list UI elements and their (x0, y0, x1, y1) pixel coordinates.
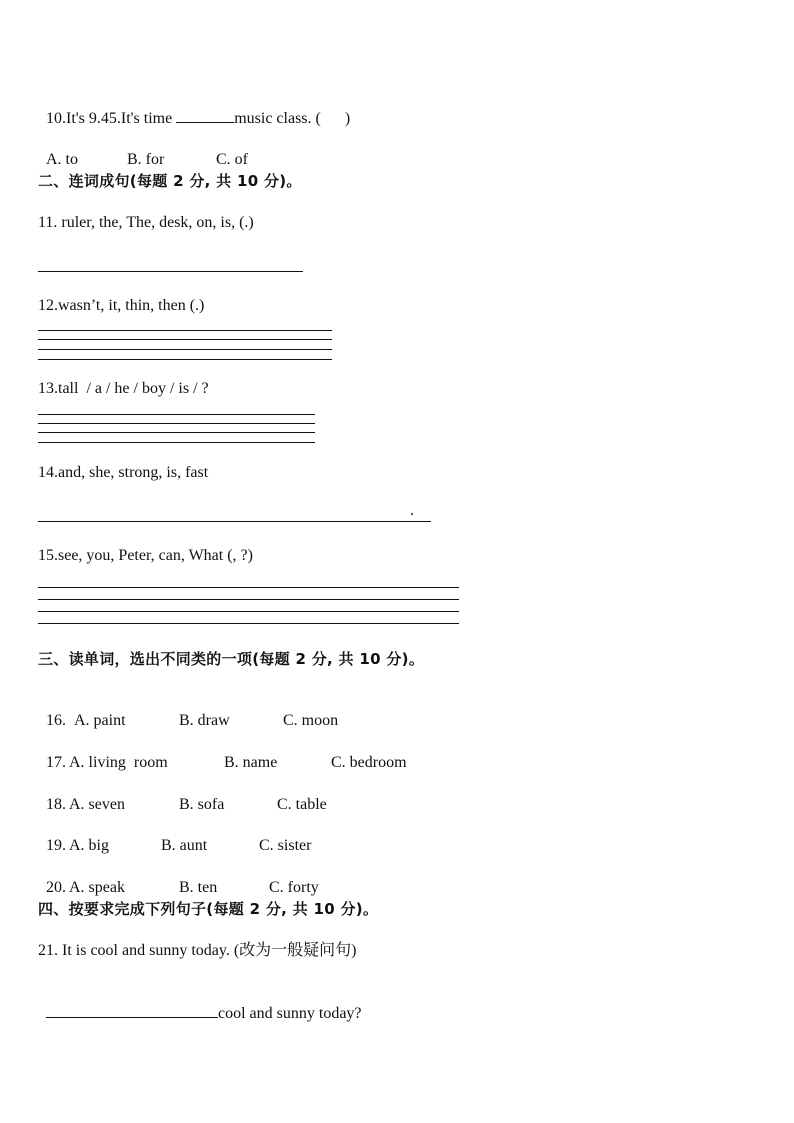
option-c[interactable]: C. moon (283, 712, 339, 729)
question-13: 13.tall / a / he / boy / is / ? (38, 380, 209, 397)
question-16 (38, 691, 338, 731)
writing-guide-line (38, 423, 315, 424)
writing-guide-line (38, 599, 459, 600)
writing-guide-line (38, 349, 332, 350)
question-10-text-after: music class. ( ) (234, 110, 351, 127)
writing-guide-line (38, 359, 332, 360)
option-a[interactable]: A. big (69, 837, 109, 854)
question-21: 21. It is cool and sunny today. (改为一般疑问句) (38, 942, 357, 959)
answer-line[interactable] (38, 414, 315, 415)
section-4-title: 四、按要求完成下列句子(每题 2 分, 共 10 分)。 (38, 900, 379, 918)
question-number: 17. (46, 754, 66, 771)
question-21-answer (38, 983, 362, 1024)
option-c[interactable]: C. sister (259, 837, 312, 854)
sentence-end-period: . (410, 502, 414, 519)
option-c[interactable]: C. forty (269, 879, 319, 896)
question-19 (38, 816, 311, 856)
option-b[interactable]: B. ten (179, 879, 218, 896)
question-10-options (38, 130, 248, 170)
question-number: 16. (46, 712, 66, 729)
answer-blank[interactable] (46, 1003, 218, 1018)
option-a[interactable]: A. speak (69, 879, 125, 896)
option-a[interactable]: A. to (46, 151, 78, 168)
question-17 (38, 733, 407, 773)
writing-guide-line (38, 432, 315, 433)
answer-line[interactable] (38, 587, 459, 588)
question-15: 15.see, you, Peter, can, What (, ?) (38, 547, 253, 564)
option-b[interactable]: B. draw (179, 712, 230, 729)
answer-line[interactable] (38, 330, 332, 331)
writing-guide-line (38, 442, 315, 443)
option-c[interactable]: C. bedroom (331, 754, 407, 771)
option-a[interactable]: A. living room (69, 754, 168, 771)
question-number: 18. (46, 796, 66, 813)
answer-line[interactable] (38, 521, 431, 522)
option-c[interactable]: C. table (277, 796, 327, 813)
question-number: 20. (46, 879, 66, 896)
option-b[interactable]: B. aunt (161, 837, 208, 854)
option-c[interactable]: C. of (216, 151, 248, 168)
option-a[interactable]: A. seven (69, 796, 125, 813)
option-b[interactable]: B. sofa (179, 796, 225, 813)
writing-guide-line (38, 611, 459, 612)
section-2-title: 二、连词成句(每题 2 分, 共 10 分)。 (38, 172, 302, 190)
question-14: 14.and, she, strong, is, fast (38, 464, 209, 481)
question-10 (38, 88, 350, 129)
question-21-answer-text: cool and sunny today? (218, 1005, 362, 1022)
option-a[interactable]: A. paint (74, 712, 126, 729)
writing-guide-line (38, 623, 459, 624)
option-b[interactable]: B. name (224, 754, 278, 771)
option-b[interactable]: B. for (127, 151, 165, 168)
writing-guide-line (38, 339, 332, 340)
question-10-text-before: 10.It's 9.45.It's time (46, 110, 177, 127)
section-3-title: 三、读单词，选出不同类的一项(每题 2 分, 共 10 分)。 (38, 650, 425, 668)
question-12: 12.wasn’t, it, thin, then (.) (38, 297, 205, 314)
question-20 (38, 858, 319, 898)
question-number: 19. (46, 837, 66, 854)
answer-line[interactable] (38, 271, 303, 272)
question-11: 11. ruler, the, The, desk, on, is, (.) (38, 214, 254, 231)
answer-blank[interactable] (176, 108, 234, 123)
question-18 (38, 775, 327, 815)
